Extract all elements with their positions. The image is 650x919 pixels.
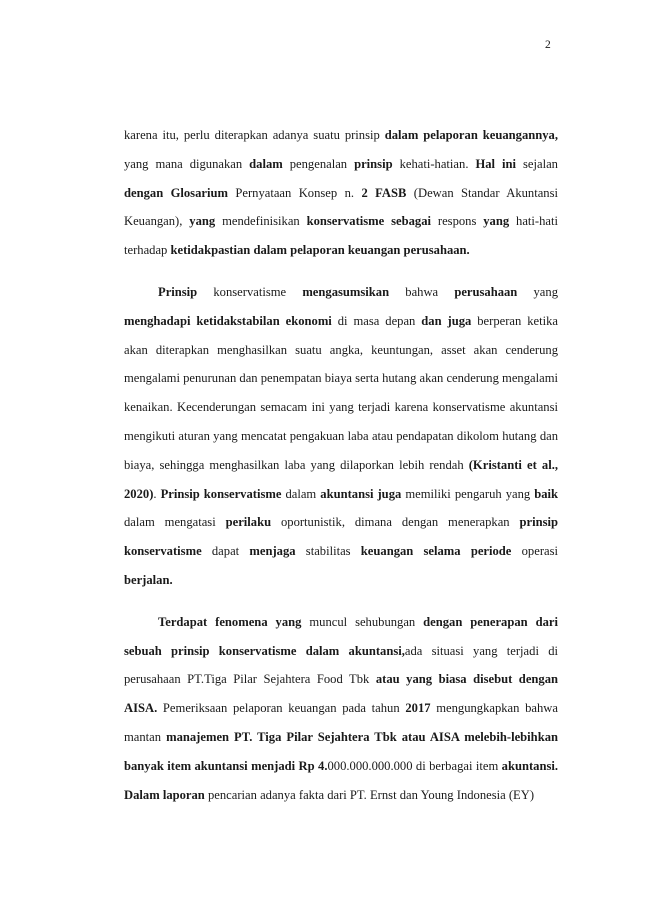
bold-text-run: yang (189, 214, 216, 229)
text-run: ada situasi yang terjadi di perusahaan PT.Tiga Pilar Sejahtera Food Tbk (124, 643, 558, 687)
text-run: stabilitas (295, 544, 361, 559)
text-run: mendefinisikan (215, 214, 307, 229)
bold-text-run: manajemen PT. Tiga Pilar Sejahtera Tbk atau AISA melebih-lebihkan banyak item akuntansi menjadi Rp 4. (124, 729, 558, 773)
text-run: bahwa (389, 284, 455, 299)
text-run: (Dewan Standar Akuntansi Keuangan), (124, 185, 558, 229)
text-run: pengenalan (282, 156, 355, 171)
bold-text-run: 2 FASB (361, 185, 407, 200)
text-run: memiliki pengaruh yang (401, 486, 535, 501)
bold-text-run: dalam pelaporan keuangannya, (384, 128, 558, 142)
text-run: operasi (511, 544, 558, 559)
text-run: karena itu, perlu diterapkan adanya suatu prinsip (124, 128, 385, 142)
text-run: dalam (281, 486, 321, 501)
body-text (124, 121, 558, 822)
bold-text-run: atau yang biasa disebut dengan AISA. (124, 672, 559, 716)
bold-text-run: Terdapat fenomena yang (158, 614, 302, 629)
bold-text-run: yang (483, 214, 510, 229)
text-run: . (153, 486, 161, 501)
paragraph (124, 121, 558, 265)
bold-text-run: ketidakpastian dalam pelaporan keuangan perusahaan. (170, 243, 470, 258)
bold-text-run: prinsip (354, 156, 393, 171)
bold-text-run: Prinsip konservatisme (160, 486, 282, 501)
paragraph (124, 608, 558, 810)
text-run: berperan ketika akan diterapkan menghasilkan suatu angka, keuntungan, asset akan cenderung mengalami penurunan dan penempatan biaya serta hutang akan cenderung mengalami kenaikan. Kecenderungan semacam ini yang terjadi karena konservatisme akuntansi mengikuti aturan yang mencatat pengakuan laba atau pendapatan dikolom hutang dan biaya, sehingga menghasilkan laba yang dilaporkan lebih rendah (124, 313, 558, 472)
text-run: 000.000.000.000 di berbagai item (327, 758, 502, 773)
bold-text-run: (Kristanti et al., 2020) (124, 457, 558, 501)
bold-text-run: menjaga (249, 544, 296, 559)
text-run: Pernyataan Konsep n. (227, 185, 362, 200)
bold-text-run: dengan penerapan dari sebuah prinsip konservatisme dalam akuntansi, (124, 614, 558, 658)
bold-text-run: Hal ini (475, 156, 517, 171)
bold-text-run: akuntansi juga (320, 486, 402, 501)
text-run: sejalan (516, 156, 558, 171)
bold-text-run: baik (534, 486, 559, 501)
text-run: muncul sehubungan (301, 614, 424, 629)
bold-text-run: keuangan selama periode (360, 544, 512, 559)
text-run: Pemeriksaan pelaporan keuangan pada tahun (157, 701, 406, 716)
bold-text-run: Prinsip (158, 284, 198, 299)
text-run: yang mana digunakan (124, 156, 250, 171)
text-run: pencarian adanya fakta dari PT. Ernst dan Young Indonesia (EY) (204, 787, 535, 802)
text-run: dalam mengatasi (124, 515, 226, 530)
text-run: di masa depan (331, 313, 422, 328)
bold-text-run: perusahaan (454, 284, 518, 299)
bold-text-run: prinsip konservatisme (124, 515, 558, 559)
bold-text-run: dan juga (421, 313, 472, 328)
text-run: oportunistik, dimana dengan menerapkan (271, 515, 520, 530)
text-run: dapat (201, 544, 250, 559)
bold-text-run: konservatisme sebagai (306, 214, 432, 229)
text-run: mengungkapkan bahwa mantan (124, 701, 558, 744)
bold-text-run: dalam (249, 156, 283, 171)
text-run: respons (431, 214, 484, 229)
bold-text-run: 2017 (405, 701, 431, 716)
text-run: konservatisme (197, 284, 303, 299)
bold-text-run: akuntansi. Dalam laporan (124, 758, 558, 802)
page-number: 2 (545, 39, 551, 51)
text-run: hati-hati terhadap (124, 214, 558, 258)
bold-text-run: dengan Glosarium (124, 185, 228, 200)
bold-text-run: mengasumsikan (302, 284, 390, 299)
bold-text-run: menghadapi ketidakstabilan ekonomi (124, 313, 332, 328)
bold-text-run: berjalan. (124, 572, 173, 587)
bold-text-run: perilaku (225, 515, 272, 530)
paragraph (124, 278, 558, 595)
text-run: kehati-hatian. (392, 156, 476, 171)
text-run: yang (517, 284, 558, 299)
